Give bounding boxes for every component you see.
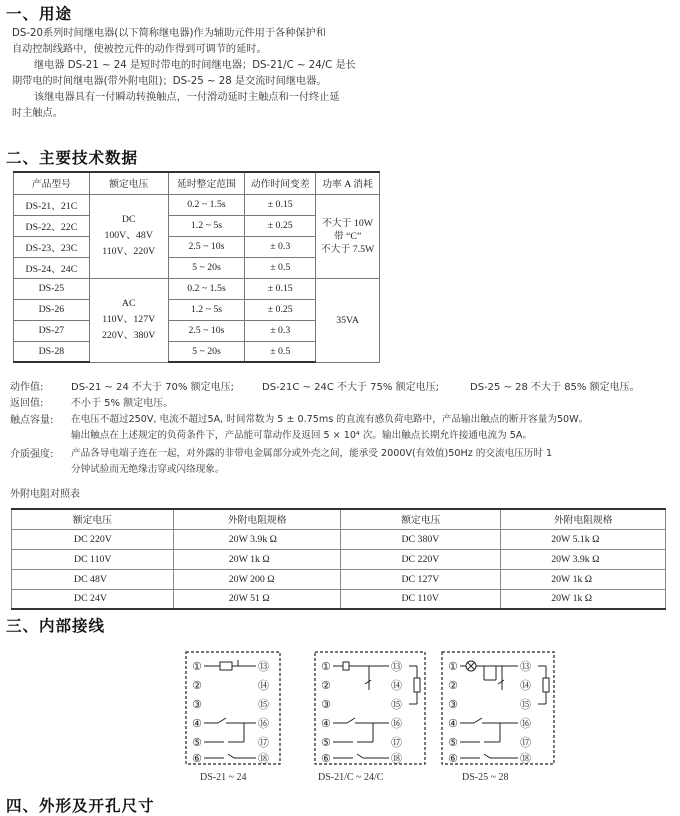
model-cell: DS-22、22C bbox=[14, 215, 90, 236]
spec-table bbox=[13, 171, 380, 363]
terminal-left: ① bbox=[448, 660, 458, 673]
header-range: 延时整定范围 bbox=[168, 172, 245, 194]
res-cell: DC 110V bbox=[341, 589, 501, 609]
res-cell: DC 110V bbox=[12, 549, 174, 569]
note-label: 介质强度: bbox=[10, 449, 54, 460]
range-cell: 0.2 ~ 1.5s bbox=[168, 194, 245, 215]
terminal-left: ② bbox=[192, 679, 202, 692]
note-text: 输出触点在上述规定的负荷条件下，产品能可靠动作及返回 5 × 10⁴ 次。输出触点长期允许接通电流为 5A。 bbox=[71, 430, 533, 441]
dc-power-line: 不大于 10W bbox=[322, 217, 373, 229]
dc-voltage-line: 100V、48V bbox=[104, 230, 153, 241]
header-power: 功率 A 消耗 bbox=[316, 172, 380, 194]
res-cell: 20W 3.9k Ω bbox=[173, 529, 341, 549]
wiring-diagram-1 bbox=[184, 650, 284, 768]
model-cell: DS-27 bbox=[14, 320, 90, 341]
diagram-caption: DS-21/C ~ 24/C bbox=[318, 772, 384, 783]
terminal-left: ① bbox=[192, 660, 202, 673]
terminal-left: ⑤ bbox=[321, 736, 331, 749]
wiring-lines bbox=[204, 660, 256, 758]
res-header: 额定电压 bbox=[341, 509, 501, 529]
res-cell: 20W 51 Ω bbox=[173, 589, 341, 609]
section3-title: 三、内部接线 bbox=[6, 617, 106, 635]
res-cell: 20W 1k Ω bbox=[173, 549, 341, 569]
terminal-left: ④ bbox=[448, 717, 458, 730]
terminal-right: ⑰ bbox=[391, 736, 402, 749]
res-cell: 20W 200 Ω bbox=[173, 569, 341, 589]
res-cell: DC 220V bbox=[12, 529, 174, 549]
variation-cell: ± 0.5 bbox=[245, 341, 316, 362]
model-cell: DS-26 bbox=[14, 299, 90, 320]
terminal-right: ⑯ bbox=[258, 717, 269, 730]
note-text: 不小于 5% 额定电压。 bbox=[71, 398, 174, 409]
terminal-right: ⑱ bbox=[520, 752, 531, 765]
res-header: 外附电阻规格 bbox=[501, 509, 666, 529]
terminal-left: ⑤ bbox=[448, 736, 458, 749]
range-cell: 5 ~ 20s bbox=[168, 341, 245, 362]
range-cell: 5 ~ 20s bbox=[168, 257, 245, 278]
terminal-right: ⑭ bbox=[391, 679, 402, 692]
res-cell: 20W 3.9k Ω bbox=[501, 549, 666, 569]
terminal-left: ⑥ bbox=[192, 752, 202, 765]
res-cell: 20W 5.1k Ω bbox=[501, 529, 666, 549]
terminal-left: ④ bbox=[321, 717, 331, 730]
model-cell: DS-28 bbox=[14, 341, 90, 362]
wiring-diagram-3 bbox=[440, 650, 556, 768]
res-header: 额定电压 bbox=[12, 509, 174, 529]
ac-voltage-line: AC bbox=[121, 298, 136, 309]
wiring-diagram-2 bbox=[313, 650, 427, 768]
variation-cell: ± 0.15 bbox=[245, 278, 316, 299]
diagram-border bbox=[315, 652, 425, 764]
header-voltage: 额定电压 bbox=[89, 172, 168, 194]
header-model: 产品型号 bbox=[14, 172, 90, 194]
diagram-caption: DS-25 ~ 28 bbox=[462, 772, 509, 783]
model-cell: DS-25 bbox=[14, 278, 90, 299]
terminal-left: ② bbox=[321, 679, 331, 692]
variation-cell: ± 0.5 bbox=[245, 257, 316, 278]
variation-cell: ± 0.15 bbox=[245, 194, 316, 215]
terminal-right: ⑰ bbox=[258, 736, 269, 749]
terminal-left: ⑥ bbox=[448, 752, 458, 765]
terminal-right: ⑮ bbox=[258, 698, 269, 711]
res-cell: 20W 1k Ω bbox=[501, 569, 666, 589]
section1-line: 期带电的时间继电器(带外附电阻)；DS-25 ~ 28 是交流时间继电器。 bbox=[12, 76, 327, 87]
note-text: DS-21C ~ 24C 不大于 75% 额定电压; bbox=[262, 382, 439, 393]
wiring-lines bbox=[333, 662, 420, 758]
model-cell: DS-24、24C bbox=[14, 257, 90, 278]
note-label: 返回值: bbox=[10, 398, 44, 409]
terminal-left: ⑤ bbox=[192, 736, 202, 749]
ac-power-cell: 35VA bbox=[316, 278, 380, 362]
section1-line: 时主触点。 bbox=[12, 108, 63, 119]
note-text: 产品各导电端子连在一起，对外露的非带电金属部分或外壳之间，能承受 2000V(有效值)50Hz 的交流电压历时 1 bbox=[71, 448, 553, 459]
resistor-table-title: 外附电阻对照表 bbox=[10, 489, 80, 500]
terminal-right: ⑱ bbox=[258, 752, 269, 765]
range-cell: 1.2 ~ 5s bbox=[168, 299, 245, 320]
terminal-left: ⑥ bbox=[321, 752, 331, 765]
res-cell: DC 127V bbox=[341, 569, 501, 589]
res-cell: DC 220V bbox=[341, 549, 501, 569]
terminal-right: ⑬ bbox=[391, 660, 402, 673]
section1-title: 一、用途 bbox=[6, 5, 73, 23]
variation-cell: ± 0.3 bbox=[245, 320, 316, 341]
terminal-right: ⑯ bbox=[520, 717, 531, 730]
note-text: DS-25 ~ 28 不大于 85% 额定电压。 bbox=[470, 382, 640, 393]
section2-title: 二、主要技术数据 bbox=[6, 149, 139, 167]
diagram-caption: DS-21 ~ 24 bbox=[200, 772, 247, 783]
dc-voltage-cell bbox=[89, 194, 168, 278]
note-label: 动作值: bbox=[10, 382, 44, 393]
terminal-right: ⑬ bbox=[258, 660, 269, 673]
model-cell: DS-23、23C bbox=[14, 236, 90, 257]
range-cell: 0.2 ~ 1.5s bbox=[168, 278, 245, 299]
section4-title: 四、外形及开孔尺寸 bbox=[6, 797, 155, 815]
dc-voltage-line: DC bbox=[121, 214, 136, 225]
res-cell: DC 380V bbox=[341, 529, 501, 549]
ac-voltage-cell bbox=[89, 278, 168, 362]
terminal-right: ⑭ bbox=[520, 679, 531, 692]
terminal-right: ⑭ bbox=[258, 679, 269, 692]
res-cell: DC 48V bbox=[12, 569, 174, 589]
wiring-lines bbox=[460, 661, 549, 758]
terminal-right: ⑯ bbox=[391, 717, 402, 730]
note-label: 触点容量: bbox=[10, 415, 54, 426]
variation-cell: ± 0.3 bbox=[245, 236, 316, 257]
terminal-left: ① bbox=[321, 660, 331, 673]
dc-voltage-line: 110V、220V bbox=[102, 246, 156, 257]
section1-line: 自动控制线路中，使被控元件的动作得到可调节的延时。 bbox=[12, 44, 267, 55]
header-variation: 动作时间变差 bbox=[245, 172, 316, 194]
terminal-left: ④ bbox=[192, 717, 202, 730]
terminal-right: ⑮ bbox=[520, 698, 531, 711]
resistor-table bbox=[11, 508, 666, 610]
range-cell: 2.5 ~ 10s bbox=[168, 236, 245, 257]
variation-cell: ± 0.25 bbox=[245, 299, 316, 320]
dc-power-line: 带 “C” bbox=[333, 230, 362, 242]
terminal-left: ③ bbox=[192, 698, 202, 711]
range-cell: 2.5 ~ 10s bbox=[168, 320, 245, 341]
note-text: 分钟试验而无绝缘击穿或闪络现象。 bbox=[71, 464, 225, 475]
ac-voltage-line: 110V、127V bbox=[102, 314, 156, 325]
dc-power-cell bbox=[316, 194, 380, 278]
model-cell: DS-21、21C bbox=[14, 194, 90, 215]
variation-cell: ± 0.25 bbox=[245, 215, 316, 236]
terminal-right: ⑮ bbox=[391, 698, 402, 711]
terminal-right: ⑬ bbox=[520, 660, 531, 673]
diagram-border bbox=[442, 652, 554, 764]
terminal-left: ② bbox=[448, 679, 458, 692]
res-cell: 20W 1k Ω bbox=[501, 589, 666, 609]
range-cell: 1.2 ~ 5s bbox=[168, 215, 245, 236]
terminal-right: ⑰ bbox=[520, 736, 531, 749]
dc-power-line: 不大于 7.5W bbox=[320, 243, 375, 255]
ac-voltage-line: 220V、380V bbox=[102, 330, 156, 341]
section1-line: 继电器 DS-21 ~ 24 是短时带电的时间继电器；DS-21/C ~ 24/C 是长 bbox=[34, 60, 356, 71]
res-cell: DC 24V bbox=[12, 589, 174, 609]
section1-line: DS-20系列时间继电器(以下简称继电器)作为辅助元件用于各种保护和 bbox=[12, 28, 326, 39]
note-text: DS-21 ~ 24 不大于 70% 额定电压; bbox=[71, 382, 234, 393]
terminal-left: ③ bbox=[448, 698, 458, 711]
section1-line: 该继电器具有一付瞬动转换触点，一付滑动延时主触点和一付终止延 bbox=[34, 92, 340, 103]
terminal-right: ⑱ bbox=[391, 752, 402, 765]
terminal-left: ③ bbox=[321, 698, 331, 711]
res-header: 外附电阻规格 bbox=[173, 509, 341, 529]
note-text: 在电压不超过250V, 电流不超过5A, 时间常数为 5 ± 0.75ms 的直流有感负荷电路中，产品输出触点的断开容量为50W。 bbox=[71, 414, 589, 425]
